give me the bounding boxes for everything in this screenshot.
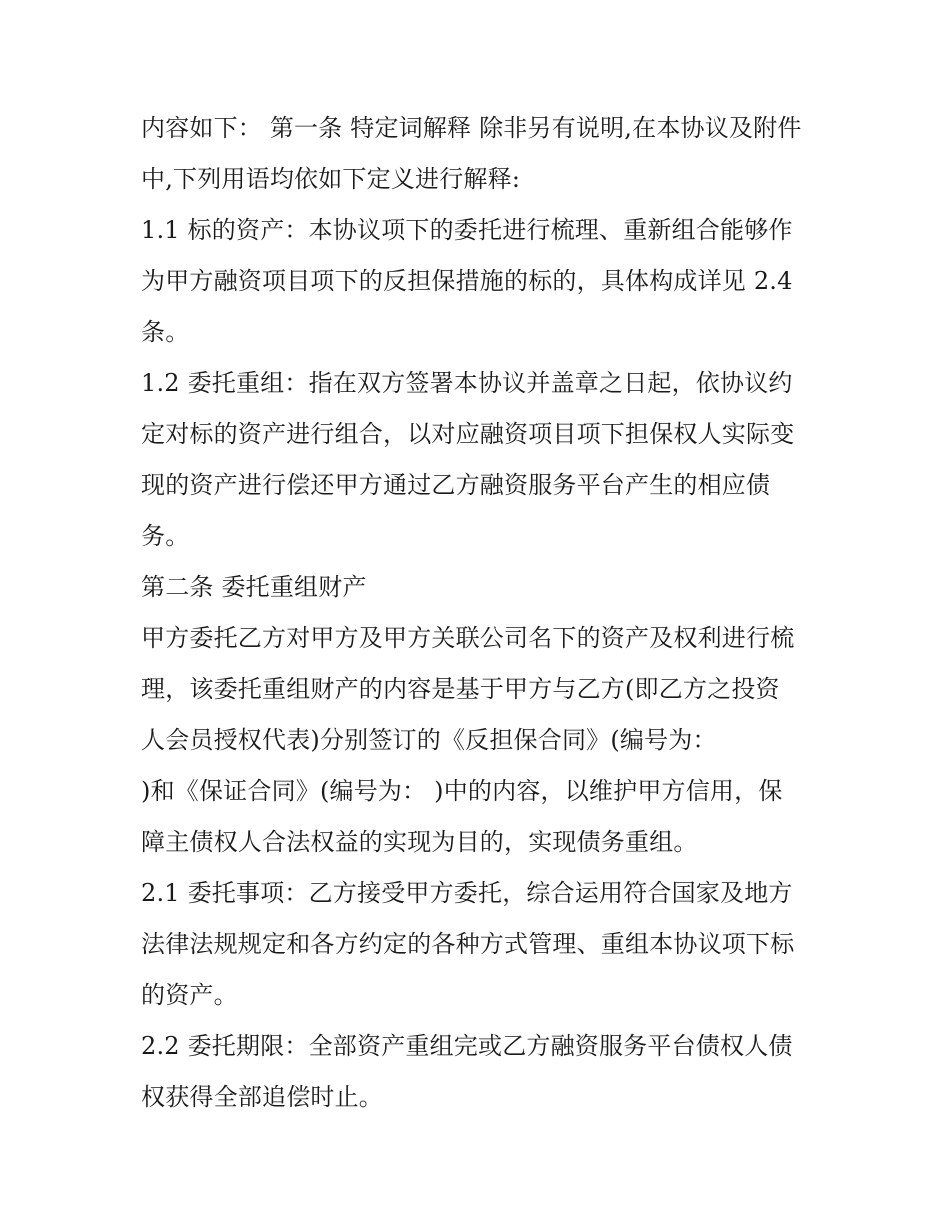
text-line: 的资产。 <box>141 981 238 1009</box>
text-line: 2.1 委托事项：乙方接受甲方委托，综合运用符合国家及地方 <box>141 879 793 907</box>
text-line: 中,下列用语均依如下定义进行解释: <box>141 165 521 193</box>
text-line: 定对标的资产进行组合，以对应融资项目项下担保权人实际变 <box>141 420 795 448</box>
text-line: 务。 <box>141 522 190 550</box>
text-line: 为甲方融资项目项下的反担保措施的标的，具体构成详见 2.4 <box>141 267 793 295</box>
text-line: 内容如下： 第一条 特定词解释 除非另有说明,在本协议及附件 <box>141 114 802 142</box>
text-line: 权获得全部追偿时止。 <box>141 1083 383 1111</box>
text-line: 2.2 委托期限：全部资产重组完或乙方融资服务平台债权人债 <box>141 1032 793 1060</box>
text-line: 人会员授权代表)分别签订的《反担保合同》(编号为： <box>141 726 717 754</box>
text-line: 甲方委托乙方对甲方及甲方关联公司名下的资产及权利进行梳 <box>141 624 795 652</box>
text-line: 1.2 委托重组：指在双方签署本协议并盖章之日起，依协议约 <box>141 369 793 397</box>
text-line: 理，该委托重组财产的内容是基于甲方与乙方(即乙方之投资 <box>141 675 780 703</box>
text-line: )和《保证合同》(编号为： )中的内容，以维护甲方信用，保 <box>141 777 783 805</box>
section-heading: 第二条 委托重组财产 <box>141 573 367 601</box>
document-body <box>141 103 821 1123</box>
text-line: 现的资产进行偿还甲方通过乙方融资服务平台产生的相应债 <box>141 471 771 499</box>
text-line: 条。 <box>141 318 190 346</box>
text-line: 障主债权人合法权益的实现为目的，实现债务重组。 <box>141 828 698 856</box>
text-line: 1.1 标的资产：本协议项下的委托进行梳理、重新组合能够作 <box>141 216 793 244</box>
text-line: 法律法规规定和各方约定的各种方式管理、重组本协议项下标 <box>141 930 795 958</box>
